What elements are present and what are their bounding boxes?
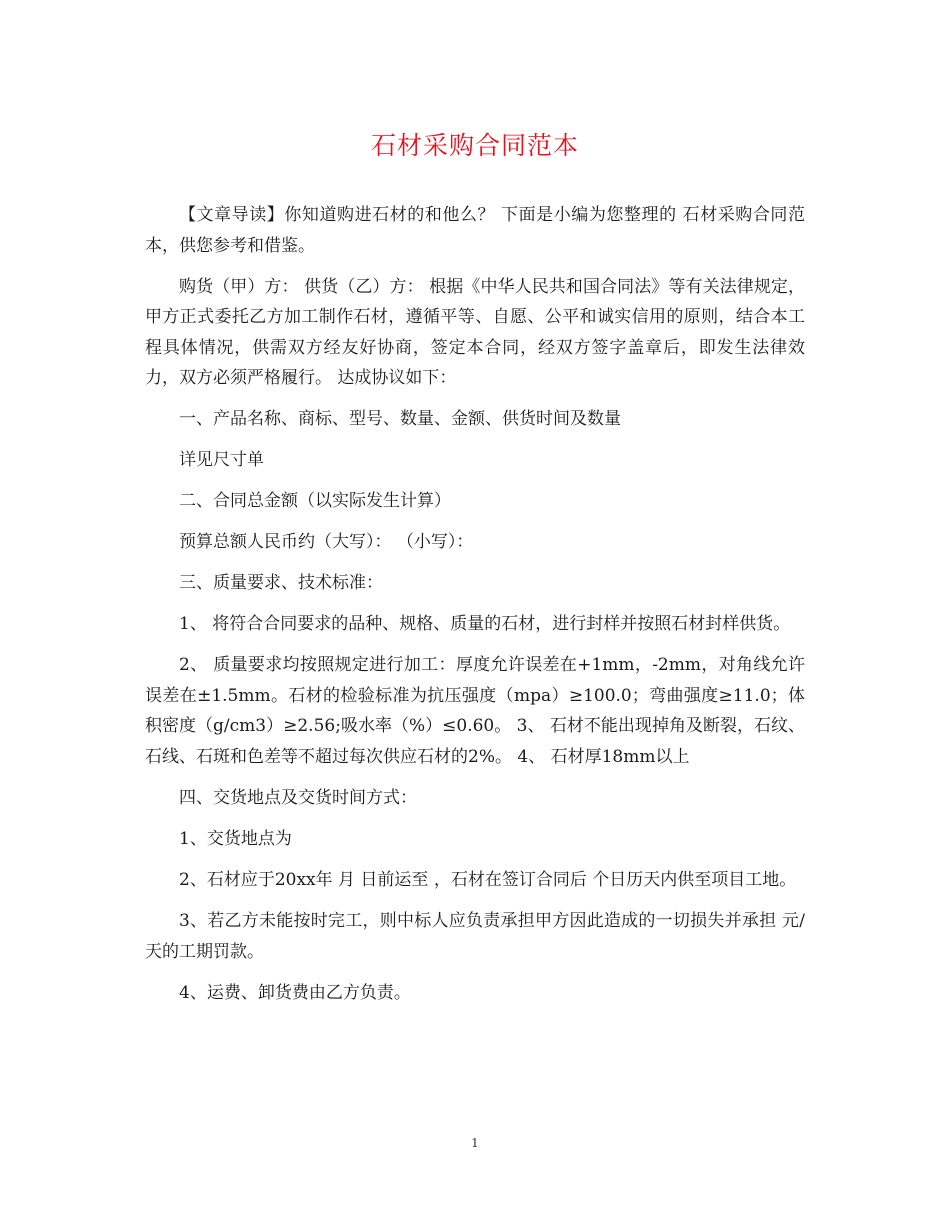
document-body — [145, 200, 805, 1019]
section-heading-delivery: 四、交货地点及交货时间方式： — [179, 788, 417, 809]
document-title: 石材采购合同范本 — [370, 131, 579, 160]
paragraph-parties: 购货（甲）方： 供货（乙）方： 根据《中华人民共和国合同法》等有关法律规定，甲方正式委托乙方加工制作石材，遵循平等、自愿、公平和诚实信用的原则，结合本工程具体情况，供需双方经友好协商，签定本合同，经双方签字盖章后，即发生法律效力，双方必须严格履行。 达成协议如下： — [145, 276, 805, 389]
paragraph-size-list: 详见尺寸单 — [179, 450, 264, 471]
section-heading-total-amount: 二、合同总金额（以实际发生计算） — [179, 491, 451, 512]
paragraph-budget: 预算总额人民币约（大写）： （小写）： — [179, 532, 474, 553]
paragraph-delivery-4: 4、运费、卸货费由乙方负责。 — [179, 982, 411, 1003]
page-number: 1 — [471, 1136, 479, 1150]
section-heading-quality: 三、质量要求、技术标准： — [179, 573, 383, 594]
section-heading-products: 一、产品名称、商标、型号、数量、金额、供货时间及数量 — [179, 409, 621, 430]
paragraph-quality-2: 2、 质量要求均按照规定进行加工：厚度允许误差在+1mm，-2mm，对角线允许误差在±1.5mm。石材的检验标准为抗压强度（mpa）≥100.0；弯曲强度≥11.0；体积密度（g/cm3）≥2.56;吸水率（%）≤0.60。 3、 石材不能出现掉角及断裂，石纹、石线、石斑和色差等不超过每次供应石材的2%。 4、 石材厚18mm以上 — [145, 655, 805, 768]
paragraph-intro: 【文章导读】你知道购进石材的和他么？ 下面是小编为您整理的 石材采购合同范本，供您参考和借鉴。 — [145, 205, 805, 256]
paragraph-delivery-2: 2、石材应于20xx年 月 日前运至 ，石材在签订合同后 个日历天内供至项目工地。 — [179, 869, 797, 890]
paragraph-delivery-3: 3、若乙方未能按时完工，则中标人应负责承担甲方因此造成的一切损失并承担 元/天的工期罚款。 — [145, 910, 805, 962]
paragraph-quality-1: 1、 将符合合同要求的品种、规格、质量的石材，进行封样并按照石材封样供货。 — [179, 614, 791, 635]
paragraph-delivery-1: 1、交货地点为 — [179, 829, 292, 849]
